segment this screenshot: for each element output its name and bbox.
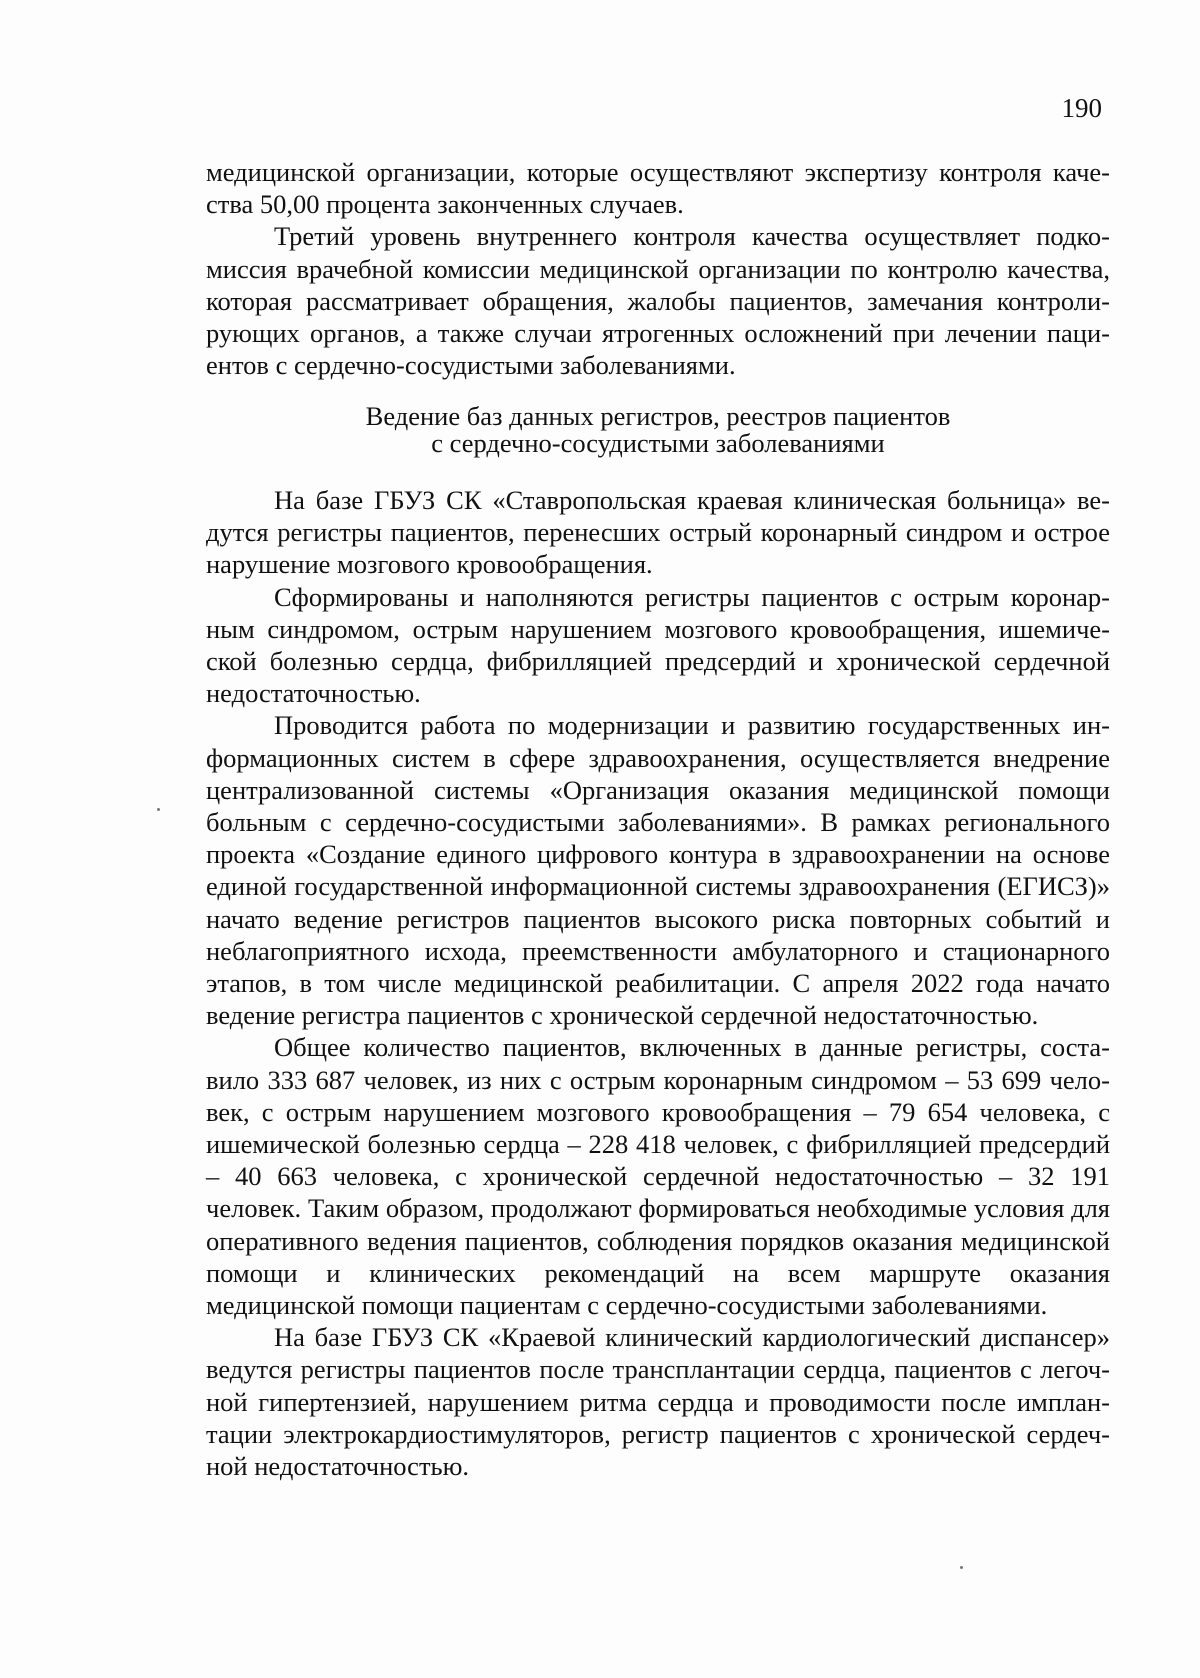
paragraph-quality-control: Третий уровень внутреннего контроля качества осуществляет подкомиссия врачебной комиссии медицинской организации по контролю качества, которая рассматривает обращения, жалобы пациентов, замечания контролирующих органов, а также случаи ятрогенных осложнений при лечении пациентов с сердечно-сосудистыми заболеваниями. xyxy=(206,221,1110,381)
page-number: 190 xyxy=(1061,93,1102,123)
paragraph-continuation: медицинской организации, которые осуществляют экспертизу контроля качества 50,00 процента законченных случаев. xyxy=(206,157,1110,220)
section-heading-line-1: Ведение баз данных регистров, реестров пациентов xyxy=(365,401,951,431)
text-block-top xyxy=(206,156,1110,381)
paragraph-regional-hospital: На базе ГБУЗ СК «Ставропольская краевая клиническая больница» ведутся регистры пациентов, перенесших острый коронарный синдром и острое нарушение мозгового кровообращения. xyxy=(206,485,1110,580)
section-heading-line-2: с сердечно-сосудистыми заболеваниями xyxy=(431,428,885,458)
scan-speck xyxy=(157,808,160,811)
paragraph-patient-totals: Общее количество пациентов, включенных в данные регистры, составило 333 687 человек, из них с острым коронарным синдромом – 53 699 человек, с острым нарушением мозгового кровообращения – 79 654 человека, с ишемической болезнью сердца – 228 418 человек, с фибрилляцией предсердий – 40 663 человека, с хронической сердечной недостаточностью – 32 191 человек. Таким образом, продолжают формироваться необходимые условия для оперативного ведения пациентов, соблюдения порядков оказания медицинской помощи и клинических рекомендаций на всем маршруте оказания медицинской помощи пациентам с сердечно-сосудистыми заболеваниями. xyxy=(206,1032,1110,1321)
scan-speck xyxy=(960,1566,963,1569)
section-heading xyxy=(206,403,1110,457)
paragraph-cardiology-dispensary: На базе ГБУЗ СК «Краевой клинический кардиологический диспансер» ведутся регистры пациентов после трансплантации сердца, пациентов с легочной гипертензией, нарушением ритма сердца и проводимости после имплантации электрокардиостимуляторов, регистр пациентов с хронической сердечной недостаточностью. xyxy=(206,1322,1110,1482)
text-block-bottom xyxy=(206,484,1110,1482)
paragraph-registers-formed: Сформированы и наполняются регистры пациентов с острым коронарным синдромом, острым нарушением мозгового кровообращения, ишемической болезнью сердца, фибрилляцией предсердий и хронической сердечной недостаточностью. xyxy=(206,581,1110,709)
paragraph-modernization: Проводится работа по модернизации и развитию государственных информационных систем в сфере здравоохранения, осуществляется внедрение централизованной системы «Организация оказания медицинской помощи больным с сердечно-сосудистыми заболеваниями». В рамках регионального проекта «Создание единого цифрового контура в здравоохранении на основе единой государственной информационной системы здравоохранения (ЕГИСЗ)» начато ведение регистров пациентов высокого риска повторных событий и неблагоприятного исхода, преемственности амбулаторного и стационарного этапов, в том числе медицинской реабилитации. С апреля 2022 года начато ведение регистра пациентов с хронической сердечной недостаточностью. xyxy=(206,710,1110,1031)
